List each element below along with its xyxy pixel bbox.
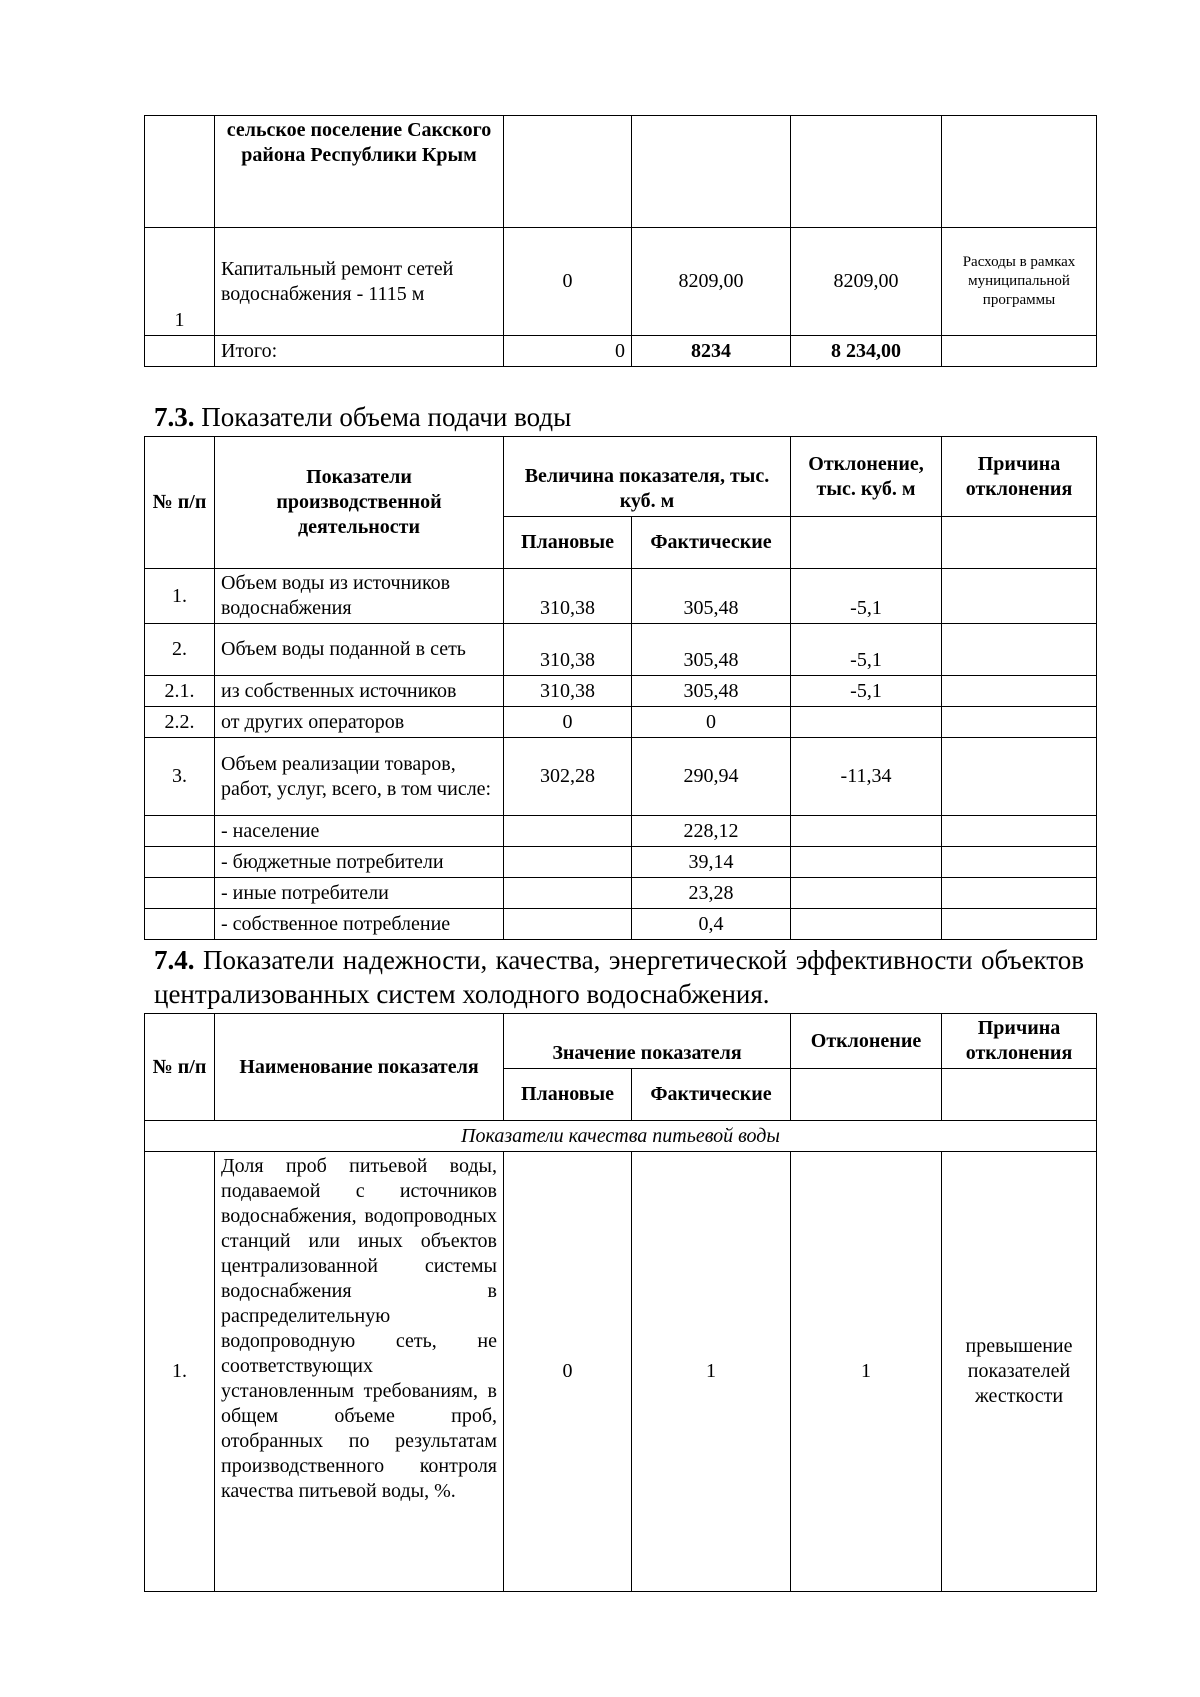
deviation-value: -5,1 [791, 624, 942, 676]
table-water-repair-costs [144, 115, 1097, 367]
section-number: 7.3. [154, 402, 195, 432]
plan-value [504, 816, 632, 847]
reason-value [942, 738, 1097, 816]
table-row [145, 878, 1097, 909]
reason-value [942, 676, 1097, 707]
reason-value [942, 847, 1097, 878]
indicator-name: - иные потребители [215, 878, 504, 909]
header-empty [791, 517, 942, 569]
reason-value: превышение показателей жесткости [942, 1152, 1097, 1592]
row-number: 1 [145, 228, 215, 336]
header-indicator: Показатели производственной деятельности [215, 437, 504, 569]
header-plan: Плановые [504, 1069, 632, 1121]
header-value: Величина показателя, тыс. куб. м [504, 437, 791, 517]
section-number: 7.4. [154, 945, 195, 975]
fact-value: 39,14 [632, 847, 791, 878]
row-number: 2.1. [145, 676, 215, 707]
section-title: Показатели объема подачи воды [201, 402, 572, 432]
table-row [145, 738, 1097, 816]
plan-value: 0 [504, 336, 632, 367]
header-deviation: Отклонение, тыс. куб. м [791, 437, 942, 517]
plan-value: 310,38 [504, 624, 632, 676]
reason-value [942, 909, 1097, 940]
fact-value: 0 [632, 707, 791, 738]
reason-value [942, 624, 1097, 676]
fact-value: 8234 [632, 336, 791, 367]
deviation-value [791, 847, 942, 878]
plan-value [504, 878, 632, 909]
row-number [145, 878, 215, 909]
table-row [145, 1152, 1097, 1592]
table-group-row [145, 1121, 1097, 1152]
deviation-value [791, 909, 942, 940]
fact-value: 1 [632, 1152, 791, 1592]
header-name: Наименование показателя [215, 1014, 504, 1121]
header-value: Значение показателя [504, 1014, 791, 1069]
table-row [145, 228, 1097, 336]
header-plan: Плановые [504, 517, 632, 569]
table-reliability-quality [144, 1013, 1097, 1592]
indicator-name: - бюджетные потребители [215, 847, 504, 878]
row-number: 3. [145, 738, 215, 816]
table-water-supply-volume [144, 436, 1097, 940]
fact-value: 228,12 [632, 816, 791, 847]
header-fact: Фактические [632, 1069, 791, 1121]
plan-value [504, 116, 632, 228]
total-label: Итого: [215, 336, 504, 367]
table-header-row [145, 1014, 1097, 1069]
header-empty [942, 1069, 1097, 1121]
table-row [145, 116, 1097, 228]
plan-value [504, 847, 632, 878]
table-row [145, 909, 1097, 940]
settlement-name: сельское поселение Сакского района Республики Крым [215, 116, 504, 228]
table-row [145, 676, 1097, 707]
row-number: 1. [145, 1152, 215, 1592]
total-value [791, 116, 942, 228]
note: Расходы в рамках муниципальной программы [942, 228, 1097, 336]
row-number [145, 336, 215, 367]
work-name: Капитальный ремонт сетей водоснабжения - 1115 м [215, 228, 504, 336]
fact-value: 305,48 [632, 624, 791, 676]
indicator-name: из собственных источников [215, 676, 504, 707]
group-title: Показатели качества питьевой воды [145, 1121, 1097, 1152]
table-row [145, 569, 1097, 624]
table-row-total [145, 336, 1097, 367]
table-row [145, 707, 1097, 738]
table-row [145, 624, 1097, 676]
table-row [145, 816, 1097, 847]
indicator-name: Объем воды из источников водоснабжения [215, 569, 504, 624]
plan-value: 0 [504, 1152, 632, 1592]
indicator-name: Объем реализации товаров, работ, услуг, всего, в том числе: [215, 738, 504, 816]
plan-value: 0 [504, 228, 632, 336]
indicator-name: - собственное потребление [215, 909, 504, 940]
reason-value [942, 816, 1097, 847]
deviation-value: -11,34 [791, 738, 942, 816]
fact-value: 0,4 [632, 909, 791, 940]
fact-value: 290,94 [632, 738, 791, 816]
header-deviation: Отклонение [791, 1014, 942, 1069]
indicator-name: Доля проб питьевой воды, подаваемой с источников водоснабжения, водопроводных станций или иных объектов централизованной системы водоснабжения в распределительную водопроводную сеть, не соответствующих установленным требованиям, в общем объеме проб, отобранных по результатам производственного контроля качества питьевой воды, %. [215, 1152, 504, 1592]
section-heading-7-3 [154, 400, 571, 434]
row-number [145, 909, 215, 940]
deviation-value [791, 816, 942, 847]
deviation-value [791, 707, 942, 738]
fact-value: 8209,00 [632, 228, 791, 336]
deviation-value: 1 [791, 1152, 942, 1592]
fact-value: 305,48 [632, 569, 791, 624]
header-empty [791, 1069, 942, 1121]
note [942, 116, 1097, 228]
row-number [145, 116, 215, 228]
header-num: № п/п [145, 1014, 215, 1121]
reason-value [942, 707, 1097, 738]
fact-value: 23,28 [632, 878, 791, 909]
note [942, 336, 1097, 367]
row-number [145, 847, 215, 878]
table-row [145, 847, 1097, 878]
deviation-value [791, 878, 942, 909]
indicator-name: от других операторов [215, 707, 504, 738]
plan-value: 310,38 [504, 676, 632, 707]
reason-value [942, 569, 1097, 624]
header-reason: Причина отклонения [942, 1014, 1097, 1069]
header-fact: Фактические [632, 517, 791, 569]
total-value: 8 234,00 [791, 336, 942, 367]
plan-value: 0 [504, 707, 632, 738]
indicator-name: Объем воды поданной в сеть [215, 624, 504, 676]
fact-value [632, 116, 791, 228]
section-heading-7-4 [154, 943, 1084, 1011]
row-number [145, 816, 215, 847]
header-reason: Причина отклонения [942, 437, 1097, 517]
row-number: 2.2. [145, 707, 215, 738]
total-value: 8209,00 [791, 228, 942, 336]
plan-value: 302,28 [504, 738, 632, 816]
plan-value [504, 909, 632, 940]
header-empty [942, 517, 1097, 569]
header-num: № п/п [145, 437, 215, 569]
fact-value: 305,48 [632, 676, 791, 707]
row-number: 2. [145, 624, 215, 676]
indicator-name: - население [215, 816, 504, 847]
deviation-value: -5,1 [791, 676, 942, 707]
table-header-row [145, 437, 1097, 517]
section-title: Показатели надежности, качества, энергетической эффективности объектов централизованных систем холодного водоснабжения. [154, 945, 1085, 1009]
reason-value [942, 878, 1097, 909]
deviation-value: -5,1 [791, 569, 942, 624]
plan-value: 310,38 [504, 569, 632, 624]
row-number: 1. [145, 569, 215, 624]
